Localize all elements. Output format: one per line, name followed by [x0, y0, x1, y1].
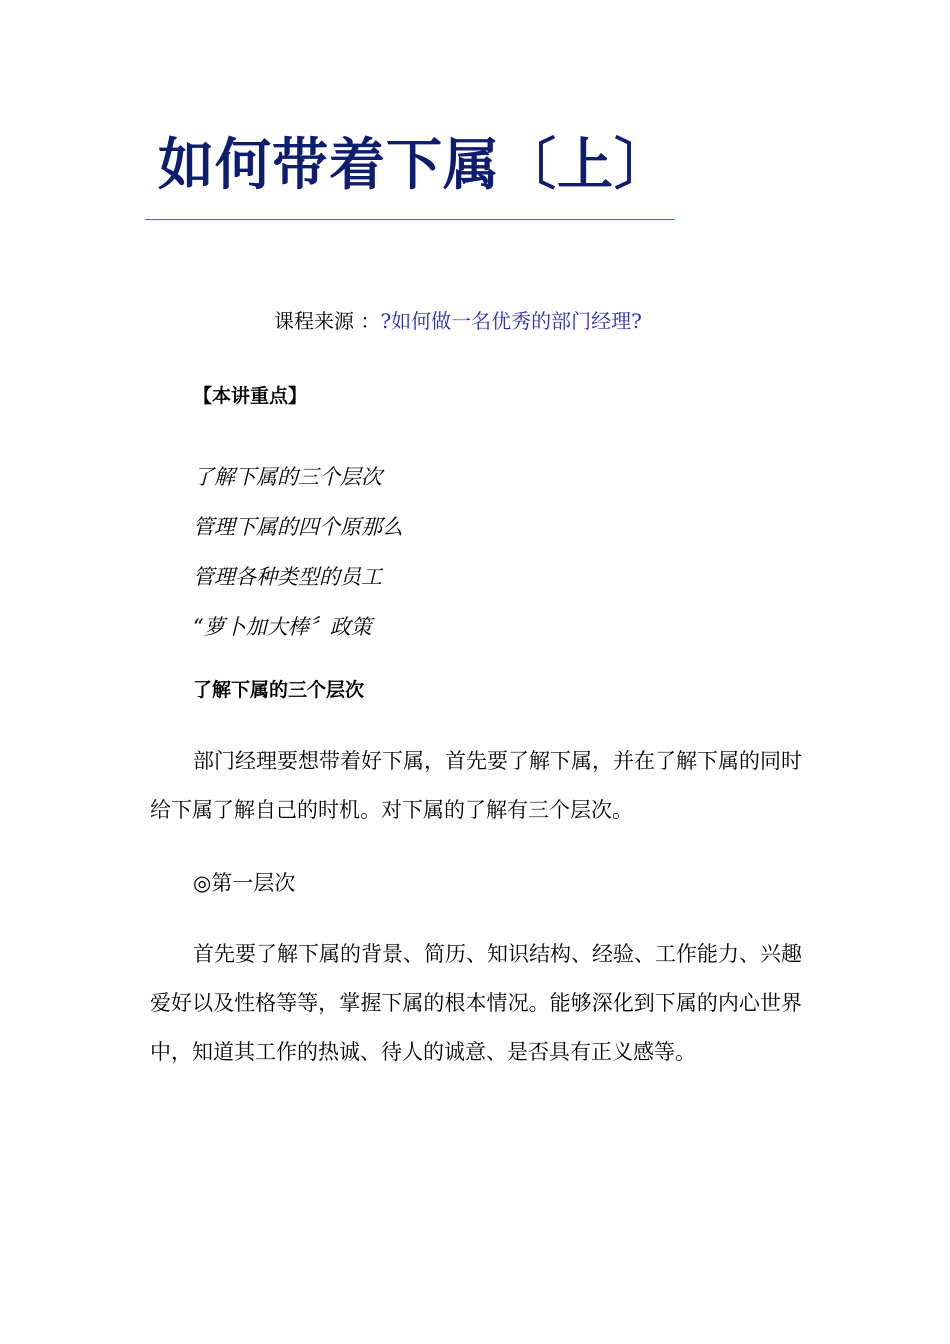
level-label: ◎第一层次: [193, 871, 296, 895]
body-paragraph: 部门经理要想带着好下属，首先要了解下属，并在了解下属的同时给下属了解自己的时机。对下属的了解有三个层次。: [150, 749, 802, 822]
key-point-item: 了解下属的三个层次: [193, 465, 382, 489]
course-source-label: 课程来源 ：: [274, 309, 381, 333]
key-points-list: [193, 452, 403, 652]
body-paragraph: 首先要了解下属的背景、简历、知识结构、经验、工作能力、兴趣爱好以及性格等等，掌握下属的根本情况。能够深化到下属的内心世界中，知道其工作的热诚、待人的诚意、是否具有正义感等。: [150, 942, 802, 1064]
key-point-item: “萝卜加大棒〞政策: [193, 615, 372, 639]
section-heading: 了解下属的三个层次: [193, 679, 365, 701]
course-source: [274, 306, 642, 336]
key-points-heading: 【本讲重点】: [193, 385, 308, 407]
key-point-item: 管理各种类型的员工: [193, 565, 382, 589]
document-title: 如何带着下属〔上〕: [158, 133, 671, 198]
course-source-link[interactable]: ?如何做一名优秀的部门经理?: [380, 309, 642, 333]
title-divider: [145, 219, 675, 220]
key-point-item: 管理下属的四个原那么: [193, 515, 403, 539]
